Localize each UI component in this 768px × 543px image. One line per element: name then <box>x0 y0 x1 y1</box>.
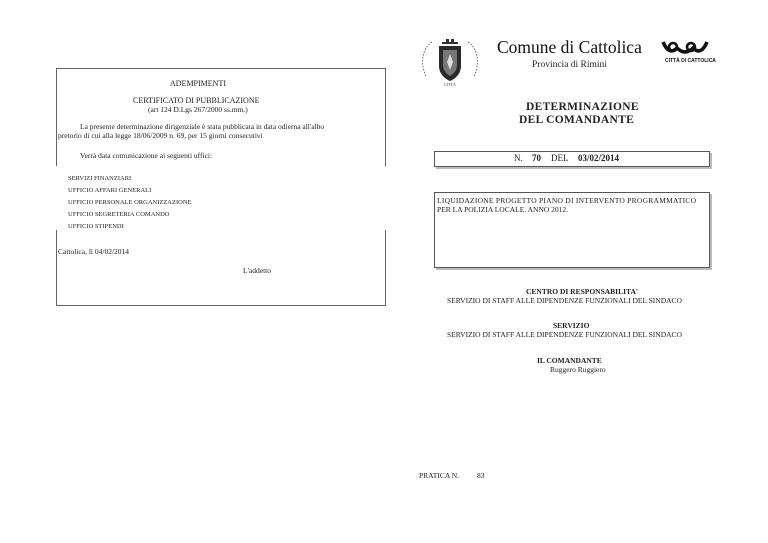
adempimenti-title: ADEMPIMENTI <box>170 79 226 88</box>
communication-label: Verrà data comunicazione ai seguenti uffici: <box>80 151 213 160</box>
office-item: UFFICIO PERSONALE ORGANIZZAZIONE <box>68 199 192 206</box>
office-item: UFFICIO STIPENDI <box>68 223 124 230</box>
determination-date: 03/02/2014 <box>578 153 620 163</box>
municipal-crest-icon <box>418 36 482 88</box>
practice-label: PRATICA N. <box>419 471 460 480</box>
certificate-title: CERTIFICATO DI PUBBLICAZIONE <box>133 96 260 105</box>
cattolica-wave-logo-icon <box>661 39 709 57</box>
province-name: Provincia di Rimini <box>532 60 607 70</box>
number-label: N. <box>514 153 523 163</box>
responsibility-label: CENTRO DI RESPONSABILITA' <box>526 287 638 296</box>
service-label: SERVIZIO <box>553 321 590 330</box>
publication-statement-line1: La presente determinazione dirigenziale è stata pubblicata in data odierna all'albo <box>80 122 325 131</box>
practice-number: 83 <box>477 471 485 480</box>
office-item: SERVIZI FINANZIARI <box>68 175 132 182</box>
left-panel-border-right <box>385 68 386 166</box>
responsibility-value: SERVIZIO DI STAFF ALLE DIPENDENZE FUNZIONALI DEL SINDACO <box>447 296 682 305</box>
number-date-box <box>434 151 710 167</box>
service-value: SERVIZIO DI STAFF ALLE DIPENDENZE FUNZIONALI DEL SINDACO <box>447 330 682 339</box>
left-panel-border-right-lower <box>385 230 386 306</box>
left-panel-border-left-lower <box>56 230 57 306</box>
publication-statement-line2: pretorio di cui alla legge 18/06/2009 n. 69, per 15 giorni consecutivi <box>58 131 263 140</box>
left-panel-border-bottom <box>56 305 386 306</box>
signature-label: L'addetto <box>243 266 272 275</box>
office-item: UFFICIO SEGRETERIA COMANDO <box>68 211 170 218</box>
determination-title-line1: DETERMINAZIONE <box>526 101 639 113</box>
logo-caption: CITTÀ DI CATTOLICA <box>665 58 716 64</box>
office-item: UFFICIO AFFARI GENERALI <box>68 187 152 194</box>
date-label: DEL <box>551 153 569 163</box>
determination-number: 70 <box>532 153 541 163</box>
left-panel-border-left <box>56 68 57 166</box>
commander-name: Ruggero Ruggiero <box>550 365 606 374</box>
svg-text:CITTÀ: CITTÀ <box>444 82 456 87</box>
left-panel-border-top <box>56 68 386 69</box>
certificate-ref: (art 124 D.Lgs 267/2000 ss.mm.) <box>148 105 248 114</box>
subject-line2: PER LA POLIZIA LOCALE. ANNO 2012. <box>437 205 569 214</box>
municipality-name: Comune di Cattolica <box>497 37 642 57</box>
commander-label: IL COMANDANTE <box>537 356 602 365</box>
determination-title-line2: DEL COMANDANTE <box>519 114 635 126</box>
subject-line1: LIQUIDAZIONE PROGETTO PIANO DI INTERVENTO PROGRAMMATICO <box>437 196 697 205</box>
place-date: Cattolica, lì 04/02/2014 <box>58 247 130 256</box>
